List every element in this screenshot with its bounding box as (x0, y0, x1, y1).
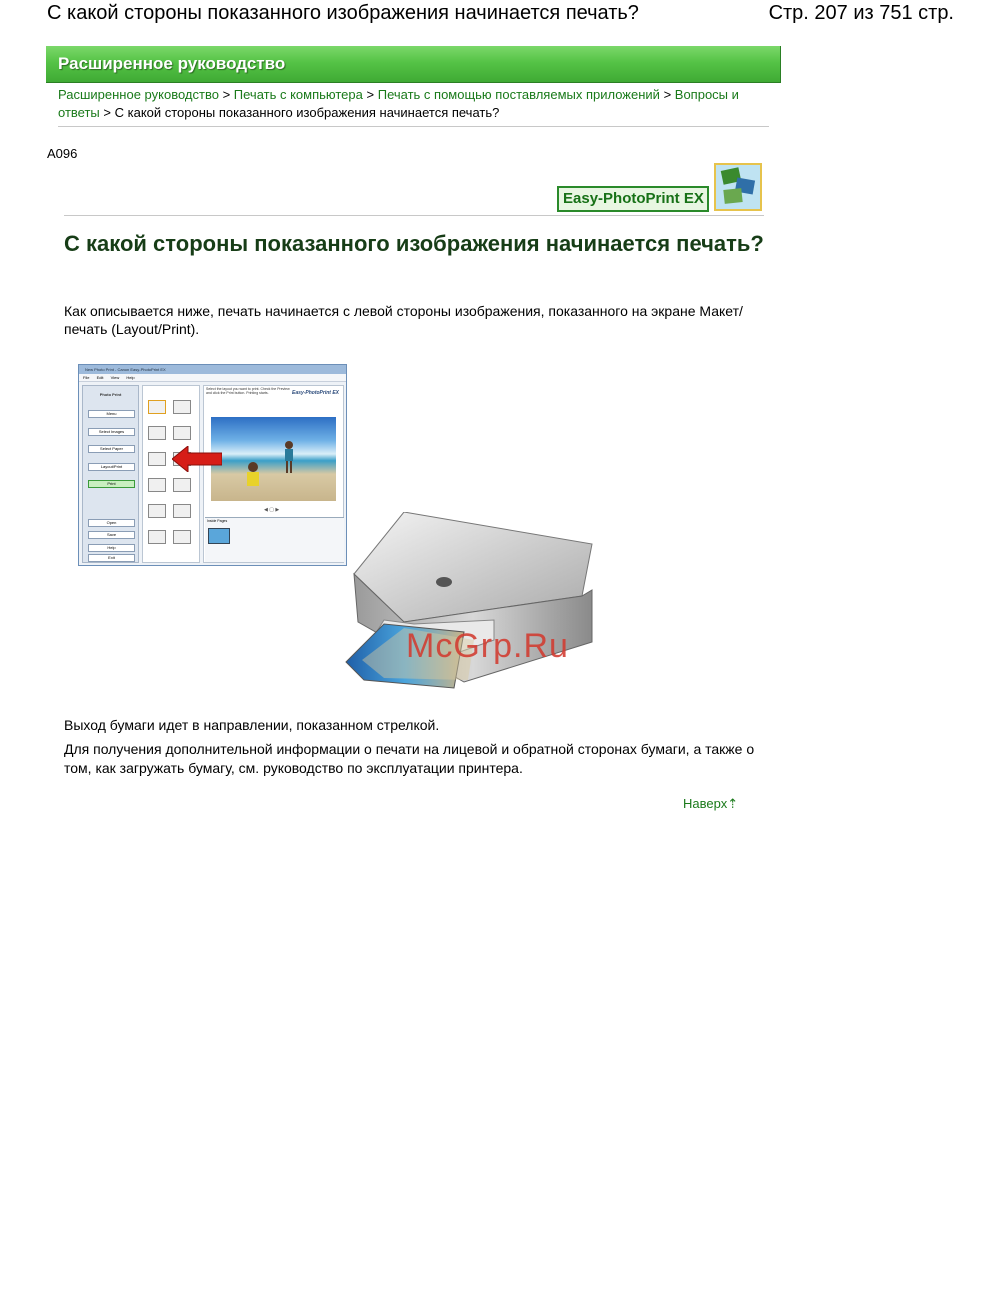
app-badge (557, 186, 709, 212)
breadcrumb-separator: > (366, 87, 375, 102)
screenshot-step-menu: Menu (88, 410, 135, 418)
paper-exit-paragraph: Выход бумаги идет в направлении, показанном стрелкой. (64, 717, 440, 733)
screenshot-menu-item: File (83, 375, 90, 380)
layout-thumbnail (173, 426, 191, 440)
app-badge-label: Easy-PhotoPrint EX (563, 190, 704, 207)
breadcrumb-item-faq[interactable]: Вопросы и ответы (58, 87, 739, 120)
screenshot-sidebar (82, 385, 139, 563)
back-to-top-label: Наверх (683, 796, 728, 811)
back-to-top-link[interactable] (683, 796, 738, 812)
screenshot-menu-item: View (110, 375, 120, 380)
heading-divider (64, 215, 764, 216)
page-counter: Стр. 207 из 751 стр. (768, 2, 954, 24)
layout-thumbnail (148, 426, 166, 440)
layout-thumbnail (148, 504, 166, 518)
app-photos-icon (714, 163, 762, 211)
screenshot-layout-list (142, 385, 200, 563)
breadcrumb-separator: > (222, 87, 231, 102)
red-arrow-icon (172, 446, 222, 472)
breadcrumb-separator: > (663, 87, 672, 102)
watermark: McGrp.Ru (406, 627, 569, 665)
layout-thumbnail (173, 504, 191, 518)
screenshot-open-button: Open (88, 519, 135, 527)
preview-beach-photo (211, 417, 336, 501)
breadcrumb-separator: > (103, 105, 111, 120)
layout-thumbnail (148, 530, 166, 544)
screenshot-menu-bar (79, 374, 346, 382)
page-heading: С какой стороны показанного изображения начинается печать? (64, 231, 764, 256)
layout-thumbnail (173, 400, 191, 414)
preview-pager-icon: ◀ ▢ ▶ (264, 507, 280, 513)
layout-thumbnail (148, 400, 166, 414)
screenshot-print-button: Print (88, 480, 135, 488)
page-thumbnail (208, 528, 230, 544)
breadcrumb-current: С какой стороны показанного изображения начинается печать? (114, 105, 500, 120)
screenshot-menu-item: Edit (96, 375, 104, 380)
screenshot-step-layout-print: Layout/Print (88, 463, 135, 471)
document-title: С какой стороны показанного изображения начинается печать? (47, 2, 639, 24)
layout-thumbnail (173, 478, 191, 492)
layout-thumbnail (173, 530, 191, 544)
more-info-paragraph: Для получения дополнительной информации о печати на лицевой и обратной сторонах бумаги, а также о том, как загружать бумагу, см. руководство по эксплуатации принтера. (64, 741, 755, 776)
layout-thumbnail (148, 478, 166, 492)
breadcrumb-item-advanced-guide[interactable]: Расширенное руководство (58, 87, 219, 102)
breadcrumb (58, 86, 768, 122)
breadcrumb-item-bundled-apps[interactable]: Печать с помощью поставляемых приложений (377, 87, 660, 102)
screenshot-menu-item: Help (126, 375, 135, 380)
screenshot-step-select-paper: Select Paper (88, 445, 135, 453)
banner-label: Расширенное руководство (58, 54, 286, 73)
breadcrumb-item-print-from-computer[interactable]: Печать с компьютера (233, 87, 363, 102)
screenshot-sidebar-title: Photo Print (99, 392, 122, 397)
screenshot-page-strip (205, 517, 344, 562)
intro-paragraph: Как описывается ниже, печать начинается с левой стороны изображения, показанного на экране Макет/печать (Layout/Print). (64, 303, 743, 337)
topic-code: A096 (47, 146, 78, 161)
screenshot-help-button: Help (88, 544, 135, 552)
screenshot-pages-label: Inside Pages (207, 519, 228, 523)
screenshot-window-title: New Photo Print - Canon Easy-PhotoPrint EX (79, 365, 346, 374)
screenshot-hint: Select the layout you want to print. Check the Preview and click the Print button. Printing starts. (206, 387, 290, 395)
layout-thumbnail (148, 452, 166, 466)
screenshot-preview-pane (203, 385, 344, 563)
section-banner (46, 46, 781, 83)
screenshot-exit-button: Exit (88, 554, 135, 562)
screenshot-step-select-images: Select Images (88, 428, 135, 436)
screenshot-save-button: Save (88, 531, 135, 539)
screenshot-app-logo: Easy-PhotoPrint EX (292, 390, 339, 396)
breadcrumb-divider (58, 126, 769, 127)
up-arrow-icon: ⇡ (727, 796, 739, 811)
